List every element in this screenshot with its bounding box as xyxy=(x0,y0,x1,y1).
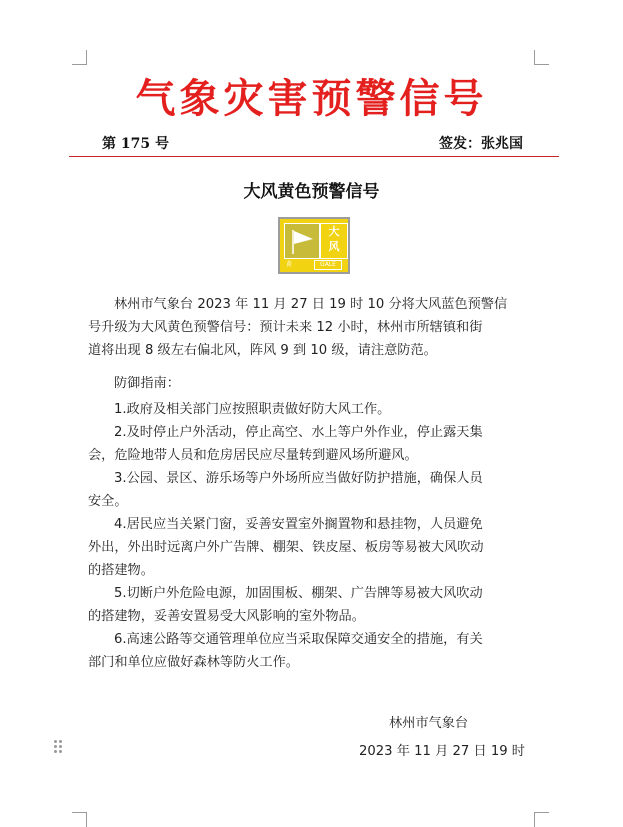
guide-item-5 xyxy=(88,582,536,628)
guide-item-2 xyxy=(88,421,536,467)
signer: 签发：张兆国 xyxy=(439,136,523,152)
guide-line: 的搭建物。 xyxy=(88,563,154,578)
guide-item-3 xyxy=(88,467,536,513)
intro-line: 号升级为大风黄色预警信号：预计未来 12 小时，林州市所辖镇和街 xyxy=(88,320,483,335)
guide-line: 的搭建物，妥善安置易受大风影响的室外物品。 xyxy=(88,609,365,624)
guide-item-6 xyxy=(88,628,536,674)
crop-mark-top-right xyxy=(534,50,549,65)
guide-line: 部门和单位应做好森林等防火工作。 xyxy=(88,655,299,670)
guide-line: 5.切断户外危险电源，加固围板、棚架、广告牌等易被大风吹动 xyxy=(114,586,483,601)
intro-paragraph xyxy=(88,293,536,362)
warning-word xyxy=(320,223,348,259)
guide-line: 安全。 xyxy=(88,494,128,509)
wind-yellow-warning-icon xyxy=(278,217,350,274)
warning-type-en: GALE xyxy=(314,260,342,270)
guide-line: 2.及时停止户外活动，停止高空、水上等户外作业，停止露天集 xyxy=(114,425,483,440)
intro-line: 道将出现 8 级左右偏北风，阵风 9 到 10 级，请注意防范。 xyxy=(88,343,437,358)
guide-line: 1.政府及相关部门应按照职责做好防大风工作。 xyxy=(114,402,391,417)
warning-icon-footer xyxy=(284,260,346,270)
flag-icon xyxy=(284,223,320,259)
issue-date: 2023 年 11 月 27 日 19 时 xyxy=(359,744,525,759)
header-divider xyxy=(69,156,559,157)
guide-item-4 xyxy=(88,513,536,582)
masthead-title: 气象灾害预警信号 xyxy=(135,76,488,122)
warning-level-char: 黄 xyxy=(286,261,293,268)
document-title: 大风黄色预警信号 xyxy=(243,182,380,202)
guide-heading: 防御指南： xyxy=(114,376,180,391)
guide-line: 4.居民应当关紧门窗，妥善安置室外搁置物和悬挂物，人员避免 xyxy=(114,517,483,532)
guide-line: 外出，外出时远离户外广告牌、棚架、铁皮屋、板房等易被大风吹动 xyxy=(88,540,484,555)
guide-item-1 xyxy=(88,398,536,421)
intro-line: 林州市气象台 2023 年 11 月 27 日 19 时 10 分将大风蓝色预警信 xyxy=(114,297,508,312)
guide-line: 会，危险地带人员和危房居民应尽量转到避风场所避风。 xyxy=(88,448,418,463)
issuing-organization: 林州市气象台 xyxy=(389,716,469,731)
issue-number: 第 175 号 xyxy=(102,136,169,152)
warning-word-bottom: 风 xyxy=(328,240,340,253)
guide-line: 3.公园、景区、游乐场等户外场所应当做好防护措施，确保人员 xyxy=(114,471,483,486)
warning-word-top: 大 xyxy=(328,225,340,238)
crop-mark-top-left xyxy=(72,50,87,65)
drag-handle-icon[interactable] xyxy=(54,740,64,756)
guide-line: 6.高速公路等交通管理单位应当采取保障交通安全的措施，有关 xyxy=(114,632,483,647)
